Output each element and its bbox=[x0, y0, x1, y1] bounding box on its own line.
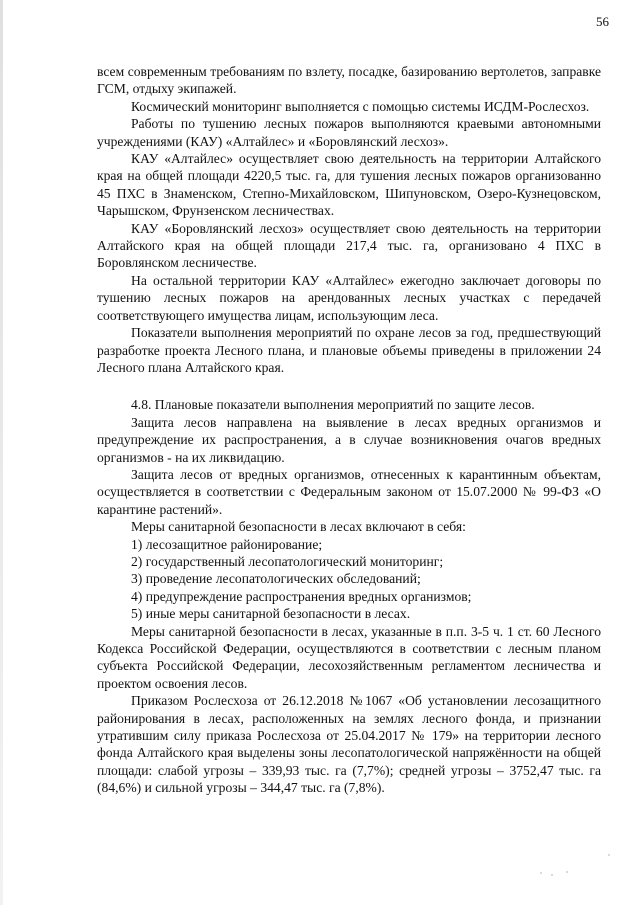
scan-speck bbox=[566, 871, 568, 873]
paragraph: Показатели выполнения мероприятий по охране лесов за год, предшествующий разработке проекта Лесного плана, и плановые объемы приведены в приложении 24 Лесного плана Алтайского края. bbox=[97, 325, 601, 375]
paragraph: всем современным требованиям по взлету, посадке, базированию вертолетов, заправке ГСМ, отдыху экипажей. bbox=[97, 64, 601, 97]
page-number: 56 bbox=[596, 14, 609, 29]
scan-edge bbox=[0, 0, 3, 905]
paragraph: КАУ «Боровлянский лесхоз» осуществляет свою деятельность на территории Алтайского края на общей площади 217,4 тыс. га, организовано 4 ПХС в Боровлянском лесничестве. bbox=[97, 220, 601, 271]
list-item: 2) государственный лесопатологический мониторинг; bbox=[131, 553, 444, 569]
list-item: 1) лесозащитное районирование; bbox=[131, 536, 323, 552]
paragraph: 4.8. Плановые показатели выполнения мероприятий по защите лесов. bbox=[131, 397, 535, 413]
list-item: 4) предупреждение распространения вредных организмов; bbox=[131, 588, 472, 604]
list-item: 3) проведение лесопатологических обследований; bbox=[131, 571, 421, 587]
scan-speck bbox=[551, 874, 553, 876]
paragraph: На остальной территории КАУ «Алтайлес» ежегодно заключает договоры по тушению лесных пожаров на арендованных лесных участках с передачей соответствующего имущества лицам, использующим леса. bbox=[97, 272, 601, 323]
scan-speck bbox=[608, 854, 610, 856]
section-gap bbox=[97, 376, 601, 396]
paragraph: Космический мониторинг выполняется с помощью системы ИСДМ-Рослесхоз. bbox=[131, 98, 590, 114]
paragraph: Приказом Рослесхоза от 26.12.2018 №1067 «Об установлении лесозащитного районирования в лесах, расположенных на землях лесного фонда, и признании утратившим силу приказа Рослесхоза от 25.04.2017 № 179» на территории лесного фонда Алтайского края выделены зоны лесопатологической напряжённости на общей площади: слабой угрозы – 339,93 тыс. га (7,7%); средней угрозы – 3752,47 тыс. га (84,6%) и сильной угрозы – 344,47 тыс. га (7,8%). bbox=[97, 693, 601, 796]
scan-speck bbox=[540, 872, 542, 874]
list-item: 5) иные меры санитарной безопасности в лесах. bbox=[131, 606, 411, 622]
list-item: Меры санитарной безопасности в лесах включают в себя: bbox=[131, 519, 466, 535]
paragraph: Работы по тушению лесных пожаров выполняются краевыми автономными учреждениями (КАУ) «Алтайлес» и «Боровлянский лесхоз». bbox=[97, 116, 601, 149]
paragraph: КАУ «Алтайлес» осуществляет свою деятельность на территории Алтайского края на общей площади 4220,5 тыс. га, для тушения лесных пожаров организованно 45 ПХС в Знаменском, Степно-Михайловском, Шипуновском, Озеро-Кузнецовском, Чарышском, Фрунзенском лесничествах. bbox=[97, 151, 601, 219]
paragraph: Защита лесов от вредных организмов, отнесенных к карантинным объектам, осуществляется в соответствии с Федеральным законом от 15.07.2000 № 99-ФЗ «О карантине растений». bbox=[97, 466, 601, 517]
paragraph: Защита лесов направлена на выявление в лесах вредных организмов и предупреждение их распространения, а в случае возникновения очагов вредных организмов - на их ликвидацию. bbox=[97, 414, 601, 465]
document-body bbox=[97, 63, 601, 797]
paragraph: Меры санитарной безопасности в лесах, указанные в п.п. 3-5 ч. 1 ст. 60 Лесного Кодекса Российской Федерации, осуществляются в соответствии с лесным планом субъекта Российской Федерации, лесохозяйственным регламентом лесничества и проектом освоения лесов. bbox=[97, 623, 601, 691]
